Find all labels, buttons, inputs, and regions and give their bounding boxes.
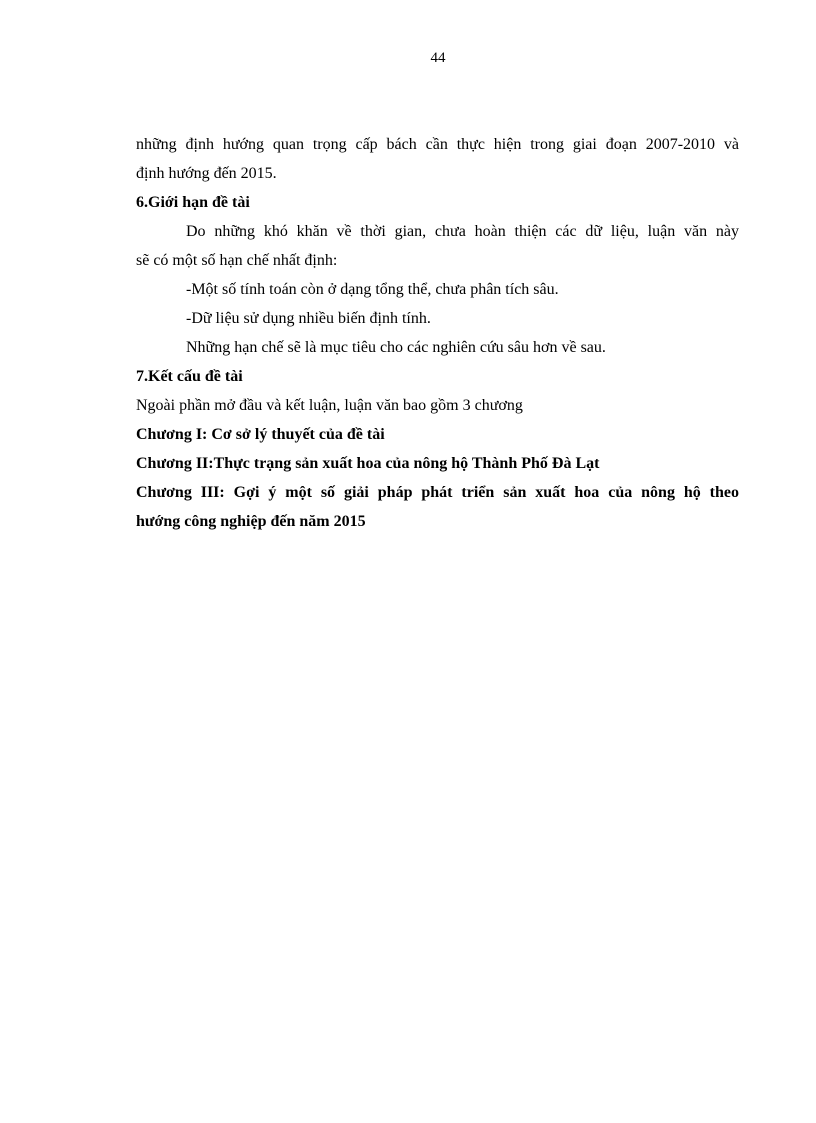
section-6-paragraph-line-2: sẽ có một số hạn chế nhất định: (136, 252, 338, 269)
section-7-heading: 7.Kết cấu đề tài (136, 368, 243, 385)
page-number: 44 (430, 50, 446, 66)
paragraph-continuation-line-1: những định hướng quan trọng cấp bách cần thực hiện trong giai đoạn 2007-2010 và (136, 136, 739, 153)
paragraph-continuation-line-2: định hướng đến 2015. (136, 165, 277, 182)
limitation-item-1: -Một số tính toán còn ở dạng tổng thể, chưa phân tích sâu. (186, 281, 559, 298)
section-6-heading: 6.Giới hạn đề tài (136, 194, 250, 211)
section-6-closing: Những hạn chế sẽ là mục tiêu cho các nghiên cứu sâu hơn về sau. (186, 339, 606, 356)
limitation-item-2: -Dữ liệu sử dụng nhiều biến định tính. (186, 310, 431, 327)
section-6-paragraph-line-1: Do những khó khăn về thời gian, chưa hoàn thiện các dữ liệu, luận văn này (186, 223, 739, 240)
section-7-intro: Ngoài phần mở đầu và kết luận, luận văn bao gồm 3 chương (136, 397, 523, 414)
document-body (136, 130, 739, 536)
chapter-3-title-line-2: hướng công nghiệp đến năm 2015 (136, 513, 366, 530)
chapter-2-title: Chương II:Thực trạng sản xuất hoa của nông hộ Thành Phố Đà Lạt (136, 455, 600, 472)
chapter-3-title-line-1: Chương III: Gợi ý một số giải pháp phát triển sản xuất hoa của nông hộ theo (136, 484, 739, 501)
chapter-1-title: Chương I: Cơ sở lý thuyết của đề tài (136, 426, 385, 443)
